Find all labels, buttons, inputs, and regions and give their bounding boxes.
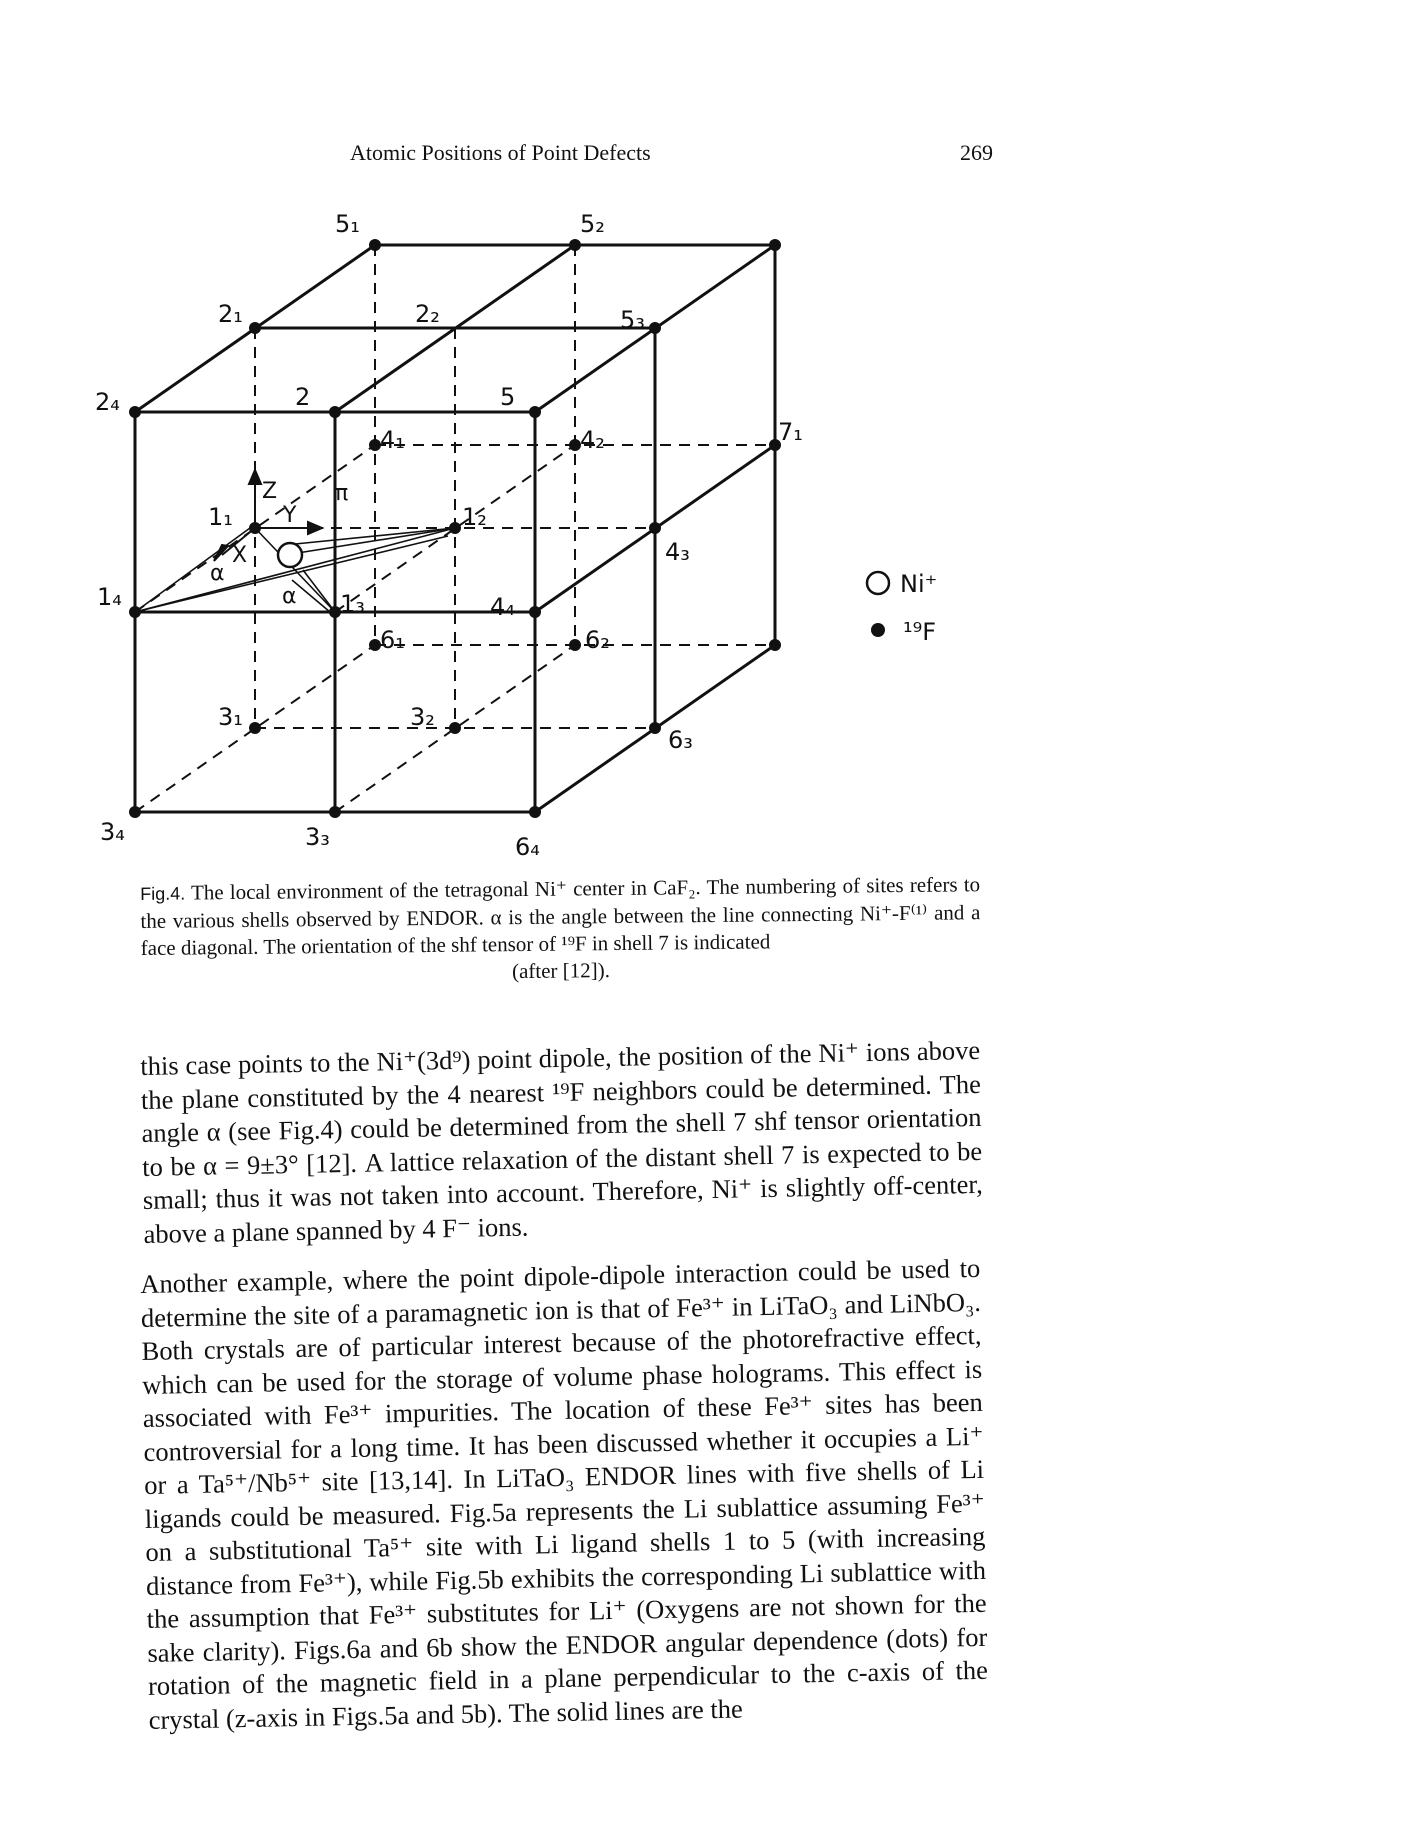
site-labels [95, 210, 803, 861]
lattice-diagram [0, 190, 1417, 880]
figure-4 [0, 190, 1417, 880]
label-6-3: 6₃ [668, 726, 693, 754]
label-6-4: 6₄ [515, 833, 540, 861]
label-5-2: 5₂ [580, 210, 605, 238]
label-3-4: 3₄ [100, 818, 125, 846]
y-axis-label: Y [283, 503, 297, 528]
caption-last-line: (after [12]). [511, 958, 611, 984]
label-3-2: 3₂ [410, 703, 435, 731]
legend-ni-symbol [867, 572, 889, 594]
label-3-1: 3₁ [218, 703, 243, 731]
x-axis-label: X [232, 543, 248, 568]
legend-ni-label: Ni⁺ [900, 570, 938, 598]
alpha-label-1: α [210, 561, 225, 586]
label-4-3: 4₃ [665, 538, 690, 566]
label-1-3: 1₃ [340, 590, 365, 618]
legend-f-label: ¹⁹F [903, 618, 937, 646]
legend [867, 570, 937, 646]
figure-caption [140, 871, 981, 989]
label-2-4: 2₄ [95, 388, 120, 416]
running-head [0, 140, 1417, 170]
pi-label: π [335, 481, 349, 506]
label-2-2: 2₂ [415, 300, 440, 328]
label-5-3: 5₃ [620, 306, 645, 334]
label-4-2: 4₂ [580, 426, 605, 454]
label-4-1: 4₁ [380, 426, 405, 454]
paragraph-2: Another example, where the point dipole-dipole interaction could be used to determine the site of a paramagnetic ion is that of Fe³⁺ in LiTaO₃ and LiNbO₃. Both crystals are of particular interest because of the photorefractive effect, which can be used for the storage of volume phase holograms. This effect is associated with Fe³⁺ impurities. The location of these Fe³⁺ sites has been controversial for a long time. It has been discussed whether it occupies a Li⁺ or a Ta⁵⁺/Nb⁵⁺ site [13,14]. In LiTaO₃ ENDOR lines with five shells of Li ligands could be measured. Fig.5a represents the Li sublattice assuming Fe³⁺ on a substitutional Ta⁵⁺ site with Li ligand shells 1 to 5 (with increasing distance from Fe³⁺), while Fig.5b exhibits the corresponding Li sublattice with the assumption that Fe³⁺ substitutes for Li⁺ (Oxygens are not shown for the sake clarity). Figs.6a and 6b show the ENDOR angular dependence (dots) for rotation of the magnetic field in a plane perpendicular to the c-axis of the crystal (z-axis in Figs.5a and 5b). The solid lines are the [140, 1252, 989, 1735]
label-6-1: 6₁ [380, 626, 405, 654]
label-2: 2 [295, 383, 311, 411]
page-number: 269 [960, 140, 993, 165]
running-title: Atomic Positions of Point Defects [350, 140, 651, 165]
alpha-label-2: α [282, 584, 297, 609]
label-4-4: 4₄ [490, 593, 515, 621]
label-1-4: 1₄ [97, 583, 122, 611]
z-axis-label: Z [262, 479, 278, 504]
caption-text: The local environment of the tetragonal Ni⁺ center in CaF₂. The numbering of sites refers to the various shells observed by ENDOR. α is the angle between the line connecting Ni⁺-F⁽¹⁾ and a face diagonal. The orientation of the shf tensor of ¹⁹F in shell 7 is indicated [140, 872, 981, 960]
label-7-1: 7₁ [778, 418, 803, 446]
label-3-3: 3₃ [305, 823, 330, 851]
paragraph-1: this case points to the Ni⁺(3d⁹) point dipole, the position of the Ni⁺ ions above the plane constituted by the 4 nearest ¹⁹F neighbors could be determined. The angle α (see Fig.4) could be determined from the shell 7 shf tensor orientation to be α = 9±3° [12]. A lattice relaxation of the distant shell 7 is expected to be small; thus it was not taken into account. Therefore, Ni⁺ is slightly off-center, above a plane spanned by 4 F⁻ ions. [140, 1034, 984, 1249]
caption-label: Fig.4. [140, 883, 186, 904]
label-2-1: 2₁ [218, 300, 243, 328]
ni-ion-center [278, 543, 302, 567]
label-1-1: 1₁ [208, 503, 233, 531]
legend-f-symbol [871, 623, 885, 637]
label-5: 5 [500, 383, 516, 411]
label-1-2: 1₂ [462, 503, 487, 531]
label-6-2: 6₂ [585, 626, 610, 654]
label-5-1: 5₁ [335, 210, 360, 238]
